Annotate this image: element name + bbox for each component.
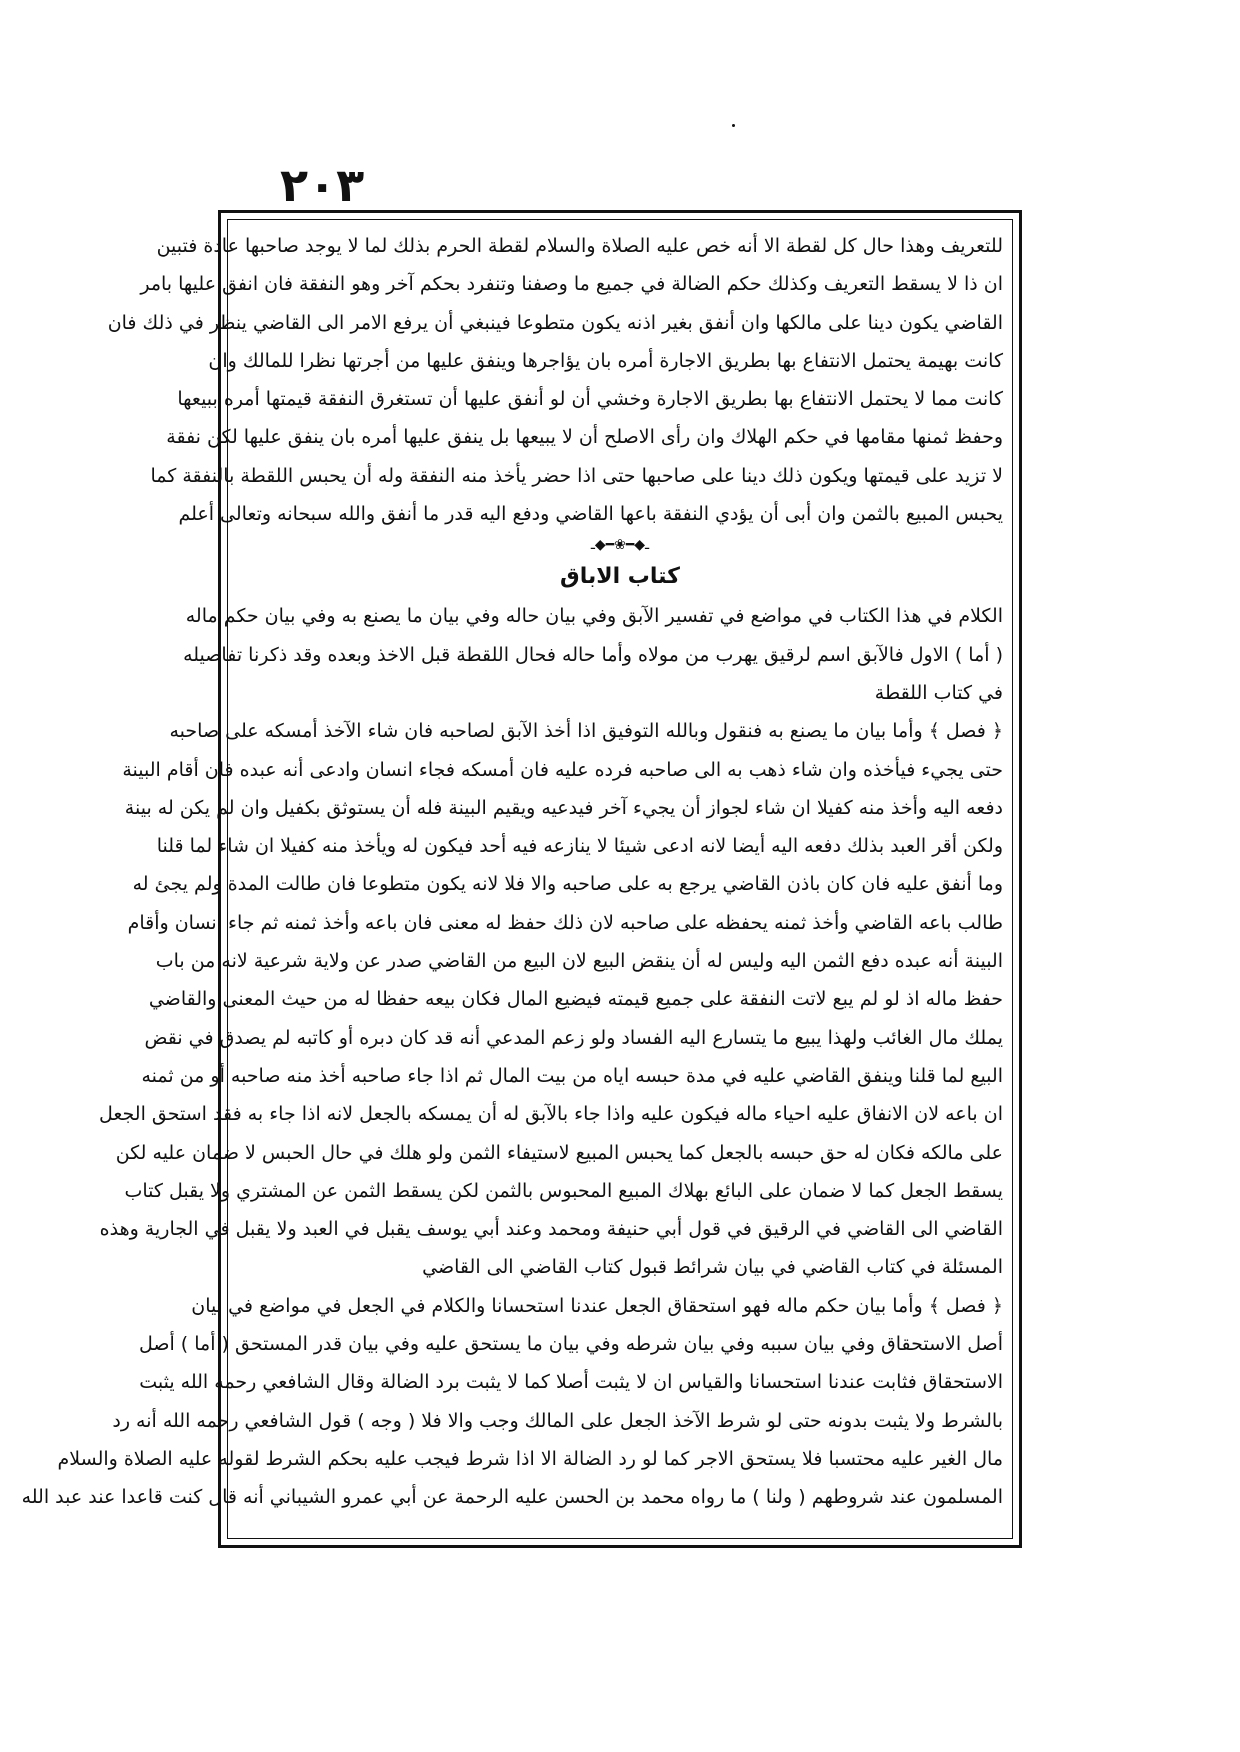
page-number: ٢٠٣ bbox=[280, 158, 365, 212]
text-line: البينة أنه عبده دفع الثمن اليه وليس له أن ينقض البيع لان البيع من القاضي صدر عن ولاية شرعية لانه من باب bbox=[155, 950, 1003, 973]
main-text bbox=[21, 227, 1003, 1535]
text-line: كانت بهيمة يحتمل الانتفاع بها بطريق الاجارة أمره بان يؤاجرها وينفق عليها من أجرتها نظرا للمالك وان bbox=[208, 349, 1003, 372]
text-line: أصل الاستحقاق وفي بيان سببه وفي بيان شرطه وفي بيان ما يستحق عليه وفي بيان قدر المستحق ( أما ) أصل bbox=[138, 1333, 1003, 1356]
text-line: الاستحقاق فثابت عندنا استحسانا والقياس ان لا يثبت أصلا كما لا يثبت برد الضالة وقال الشافعي رحمه الله يثبت bbox=[139, 1371, 1003, 1394]
text-line: حفظ ماله اذ لو لم يبع لاتت النفقة على جميع قيمته فيضيع المال فكان بيعه حفظا له من حيث المعنى والقاضي bbox=[148, 988, 1003, 1011]
text-line: البيع لما قلنا وينفق القاضي عليه في مدة حبسه اياه من بيت المال ثم اذا جاء صاحبه أخذ منه صاحبه أو من ثمنه bbox=[141, 1064, 1003, 1087]
text-line: مال الغير عليه محتسبا فلا يستحق الاجر كما لو رد الضالة الا اذا شرط فيجب عليه بحكم الشرط لقوله عليه الصلاة والسلام bbox=[57, 1447, 1003, 1470]
text-line: يحبس المبيع بالثمن وان أبى أن يؤدي النفقة باعها القاضي ودفع اليه قدر ما أنفق والله سبحانه وتعالى أعلم bbox=[178, 503, 1003, 526]
text-line: وحفظ ثمنها مقامها في حكم الهلاك وان رأى الاصلح أن لا يبيعها بل ينفق عليها أمره بان ينفق عليها لكن نفقة bbox=[166, 426, 1003, 449]
text-line: للتعريف وهذا حال كل لقطة الا أنه خص عليه الصلاة والسلام لقطة الحرم بذلك لما لا يوجد صاحبها عادة فتبين bbox=[156, 235, 1003, 257]
chapter-heading: كتاب الاباق bbox=[560, 564, 680, 590]
text-line: يسقط الجعل كما لا ضمان على البائع بهلاك المبيع المحبوس بالثمن لكن يسقط الثمن عن المشتري ولا يقبل كتاب bbox=[124, 1179, 1003, 1202]
text-line: يملك مال الغائب ولهذا يبيع ما يتسارع اليه الفساد ولو زعم المدعي أنه قد كان دبره أو كاتبه لم يصدق في نقض bbox=[144, 1026, 1003, 1049]
text-line: المسلمون عند شروطهم ( ولنا ) ما رواه محمد بن الحسن عليه الرحمة عن أبي عمرو الشيباني أنه قال كنت قاعدا عند عبد الله bbox=[21, 1486, 1003, 1509]
text-line: دفعه اليه وأخذ منه كفيلا ان شاء لجواز أن يجيء آخر فيدعيه ويقيم البينة فله أن يستوثق بكفيل وان لم يكن له بينة bbox=[124, 796, 1003, 819]
text-line: ان باعه لان الانفاق عليه احياء ماله فيكون عليه واذا جاء بالآبق له أن يمسكه بالجعل لانه اذا جاء به فقد استحق الجعل bbox=[98, 1103, 1003, 1126]
text-line: وما أنفق عليه فان كان باذن القاضي يرجع به على صاحبه والا فلا لانه يكون متطوعا فان طالت المدة ولم يجئ له bbox=[132, 873, 1003, 896]
text-line: لا تزيد على قيمتها ويكون ذلك دينا على صاحبها حتى اذا حضر يأخذ منه النفقة وله أن يحبس اللقطة بالنفقة كما bbox=[150, 464, 1003, 487]
text-line: القاضي يكون دينا على مالكها وان أنفق بغير اذنه يكون متطوعا فينبغي أن يرفع الامر الى القاضي ينظر في ذلك فان bbox=[107, 311, 1003, 334]
text-line: ( أما ) الاول فالآبق اسم لرقيق يهرب من مولاه وأما حاله فحال اللقطة قبل الاخذ وبعده وقد ذكرنا تفاصيله bbox=[183, 643, 1003, 666]
text-line: كانت مما لا يحتمل الانتفاع بها بطريق الاجارة وخشي أن لو أنفق عليها أن تستغرق النفقة قيمتها أمره ببيعها bbox=[177, 388, 1003, 411]
section-ornament: ـ◆━❀━◆ـ bbox=[590, 537, 650, 554]
text-line: ان ذا لا يسقط التعريف وكذلك حكم الضالة في جميع ما وصفنا وتنفرد بحكم آخر وهو النفقة فان انفق عليها بامر bbox=[140, 273, 1003, 296]
text-line: المسئلة في كتاب القاضي في بيان شرائط قبول كتاب القاضي الى القاضي bbox=[422, 1256, 1003, 1279]
text-line: ولكن أقر العبد بذلك دفعه اليه أيضا لانه ادعى شيئا لا ينازعه فيه أحد فيكون له ويأخذ منه كفيلا ان شاء لما قلنا bbox=[156, 835, 1003, 858]
text-line: ﴿ فصل ﴾ وأما بيان ما يصنع به فنقول وبالله التوفيق اذا أخذ الآبق لصاحبه فان شاء الآخذ أمسكه على صاحبه bbox=[169, 720, 1003, 743]
page-frame bbox=[21, 210, 1022, 1548]
text-line: ﴿ فصل ﴾ وأما بيان حكم ماله فهو استحقاق الجعل عندنا استحسانا والكلام في الجعل في مواضع في بيان bbox=[191, 1294, 1003, 1317]
text-line: حتى يجيء فيأخذه وان شاء ذهب به الى صاحبه فرده عليه فان أمسكه فجاء انسان وادعى أنه عبده فان أقام البينة bbox=[122, 758, 1003, 781]
text-line: طالب باعه القاضي وأخذ ثمنه يحفظه على صاحبه لان ذلك حفظ له معنى فان باعه وأخذ ثمنه ثم جاء انسان وأقام bbox=[127, 911, 1003, 934]
text-line: في كتاب اللقطة bbox=[874, 681, 1003, 704]
text-line: بالشرط ولا يثبت بدونه حتى لو شرط الآخذ الجعل على المالك وجب والا فلا ( وجه ) قول الشافعي رحمه الله أنه رد bbox=[112, 1409, 1003, 1432]
text-line: القاضي الى القاضي في الرقيق في قول أبي حنيفة ومحمد وعند أبي يوسف يقبل في العبد ولا يقبل في الجارية وهذه bbox=[99, 1218, 1003, 1241]
stray-dot bbox=[732, 124, 735, 127]
text-line: على مالكه فكان له حق حبسه بالجعل كما يحبس المبيع لاستيفاء الثمن ولو هلك في حال الحبس لا ضمان عليه لكن bbox=[115, 1141, 1003, 1164]
text-line: الكلام في هذا الكتاب في مواضع في تفسير الآبق وفي بيان حاله وفي بيان ما يصنع به وفي بيان حكم ماله bbox=[185, 605, 1003, 628]
